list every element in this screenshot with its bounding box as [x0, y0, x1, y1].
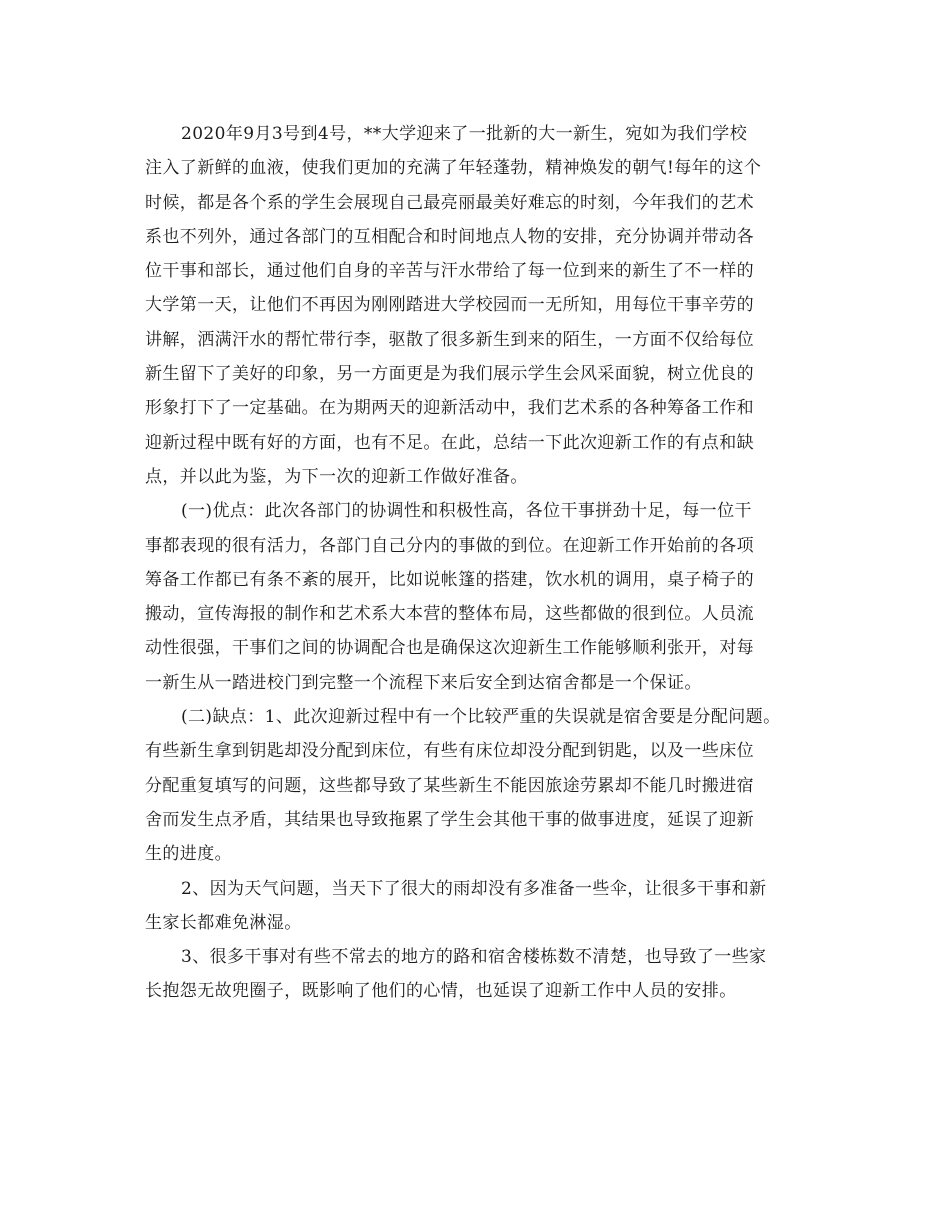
text-line: 事都表现的很有活力，各部门自己分内的事做的到位。在迎新工作开始前的各项 [145, 535, 754, 556]
text-line: (一)优点：此次各部门的协调性和积极性高，各位干事拼劲十足，每一位干 [181, 501, 752, 522]
text-line: 注入了新鲜的血液，使我们更加的充满了年轻蓬勃，精神焕发的朝气!每年的这个 [145, 158, 762, 179]
text-line: 2020年9月3号到4号，**大学迎来了一批新的大一新生，宛如为我们学校 [181, 124, 748, 144]
text-line: 生的进度。 [145, 844, 232, 865]
text-line: 点，并以此为鉴，为下一次的迎新工作做好准备。 [145, 466, 528, 487]
text-line: 迎新过程中既有好的方面，也有不足。在此，总结一下此次迎新工作的有点和缺 [145, 432, 754, 453]
text-line: 长抱怨无故兜圈子，既影响了他们的心情，也延误了迎新工作中人员的安排。 [145, 981, 737, 1002]
text-line: 大学第一天，让他们不再因为刚刚踏进大学校园而一无所知，用每位干事辛劳的 [145, 295, 754, 316]
text-line: 动性很强，干事们之间的协调配合也是确保这次迎新生工作能够顺利张开，对每 [145, 638, 754, 659]
text-line: 搬动，宣传海报的制作和艺术系大本营的整体布局，这些都做的很到位。人员流 [145, 604, 754, 625]
text-line: 有些新生拿到钥匙却没分配到床位，有些有床位却没分配到钥匙，以及一些床位 [145, 741, 754, 762]
text-line: 新生留下了美好的印象，另一方面更是为我们展示学生会风采面貌，树立优良的 [145, 364, 754, 385]
text-line: 讲解，洒满汗水的帮忙带行李，驱散了很多新生到来的陌生，一方面不仅给每位 [145, 329, 754, 350]
text-line: 形象打下了一定基础。在为期两天的迎新活动中，我们艺术系的各种筹备工作和 [145, 398, 754, 419]
text-line: 3、很多干事对有些不常去的地方的路和宿舍楼栋数不清楚，也导致了一些家 [181, 947, 767, 968]
text-line: 时候，都是各个系的学生会展现自己最亮丽最美好难忘的时刻，今年我们的艺术 [145, 192, 754, 213]
text-line: 位干事和部长，通过他们自身的辛苦与汗水带给了每一位到来的新生了不一样的 [145, 261, 754, 282]
text-line: 系也不列外，通过各部门的互相配合和时间地点人物的安排，充分协调并带动各 [145, 226, 754, 247]
text-line: 分配重复填写的问题，这些都导致了某些新生不能因旅途劳累却不能几时搬进宿 [145, 775, 754, 796]
document-body [145, 117, 805, 1009]
text-line: 筹备工作都已有条不紊的展开，比如说帐篷的搭建，饮水机的调用，桌子椅子的 [145, 569, 754, 590]
text-line: 2、因为天气问题，当天下了很大的雨却没有多准备一些伞，让很多干事和新 [181, 878, 767, 899]
text-line: 舍而发生点矛盾，其结果也导致拖累了学生会其他干事的做事进度，延误了迎新 [145, 809, 754, 830]
text-line: (二)缺点：1、此次迎新过程中有一个比较严重的失误就是宿舍要是分配问题。 [181, 707, 781, 728]
text-line: 一新生从一踏进校门到完整一个流程下来后安全到达宿舍都是一个保证。 [145, 672, 702, 693]
text-line: 生家长都难免淋湿。 [145, 912, 302, 933]
